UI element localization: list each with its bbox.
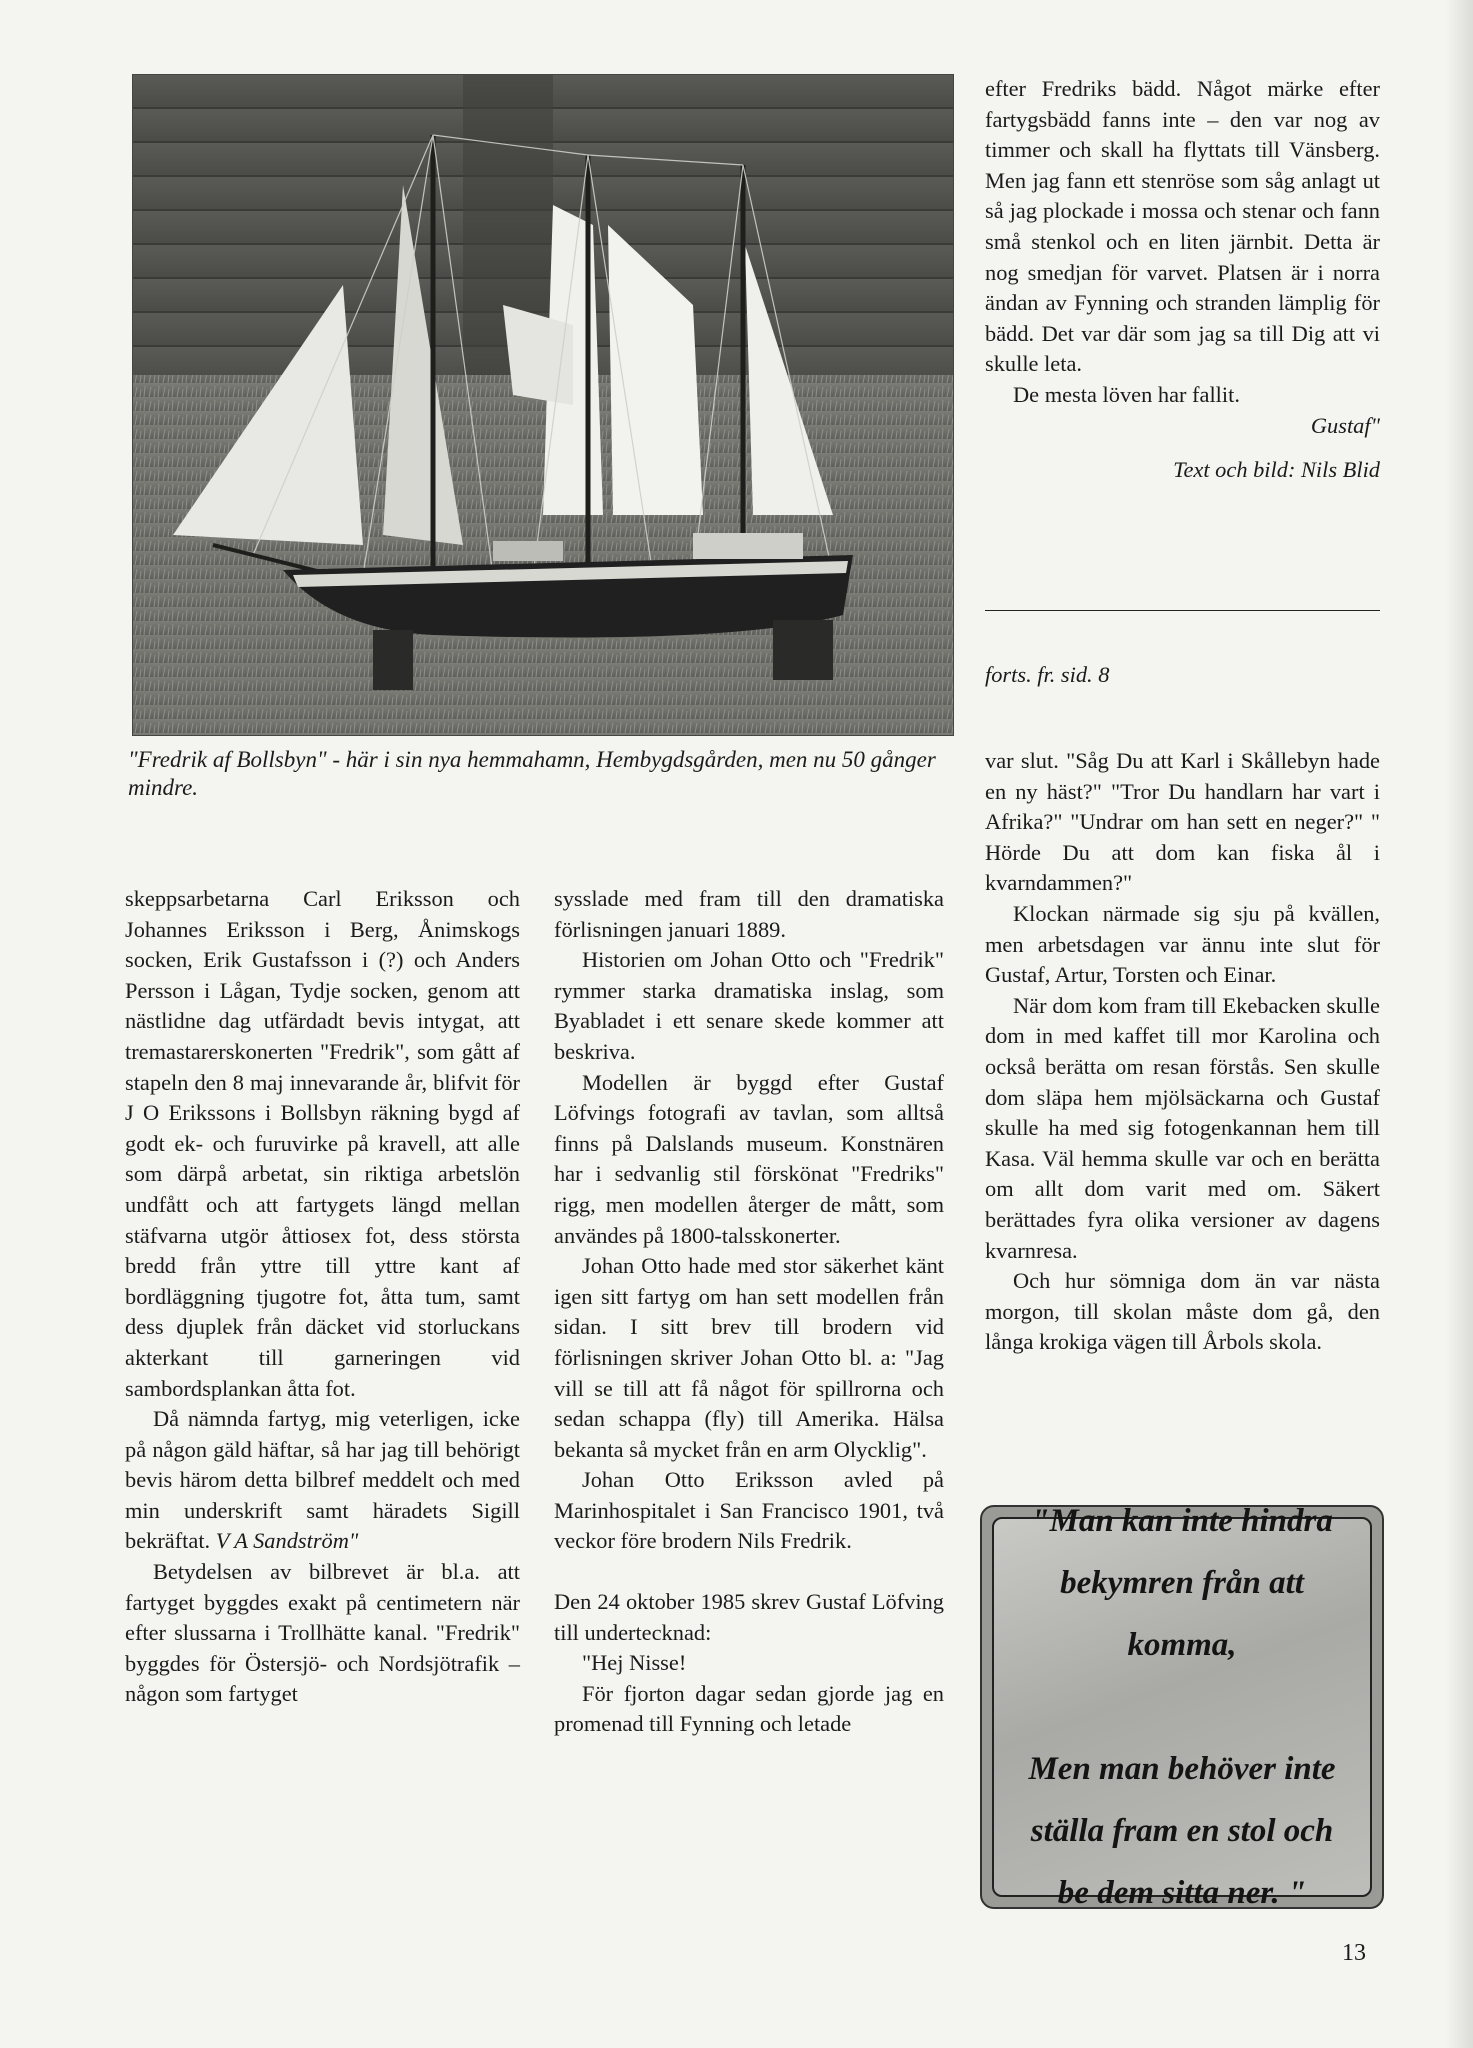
page-edge-shadow bbox=[1445, 0, 1473, 2048]
ship-model-illustration bbox=[133, 75, 953, 735]
article-column-3 bbox=[985, 746, 1380, 1358]
signature: Gustaf" bbox=[1310, 412, 1380, 438]
quote-box bbox=[980, 1505, 1384, 1909]
article-column-2 bbox=[554, 884, 944, 1740]
paragraph: "Hej Nisse! bbox=[582, 1650, 687, 1676]
continued-from-label: forts. fr. sid. 8 bbox=[985, 662, 1110, 687]
paragraph: sysslade med fram till den dramatiska förlisningen januari 1889. bbox=[554, 886, 944, 942]
paragraph-text: Då nämnda fartyg, mig veterligen, icke på någon gäld häftar, så har jag till behörigt bevis härom detta bilbref meddelt och med min underskrift samt häradets Sigill bekräftat. bbox=[125, 1406, 520, 1554]
quote-text: "Man kan inte hindra bekymren från att komma, Men man behöver inte ställa fram en stol och be dem sitta ner. " bbox=[1028, 1503, 1336, 1911]
divider bbox=[985, 610, 1380, 611]
paragraph: Och hur sömniga dom än var nästa morgon, till skolan måste dom gå, den långa krokiga vägen till Årbols skola. bbox=[985, 1268, 1380, 1355]
article-column-3-top bbox=[985, 74, 1380, 486]
photo-caption: "Fredrik af Bollsbyn" - här i sin nya hemmahamn, Hembygdsgården, men nu 50 gånger mindre. bbox=[128, 747, 936, 800]
page-number: 13 bbox=[1342, 1940, 1366, 1966]
paragraph: Modellen är byggd efter Gustaf Löfvings fotografi av tavlan, som alltså finns på Dalslands museum. Konstnären har i sedvanlig stil förskönat "Fredriks" rigg, men modellen återger de mått, som användes på 1800-talsskonerter. bbox=[554, 1069, 944, 1248]
paragraph: De mesta löven har fallit. bbox=[1013, 381, 1240, 407]
paragraph: var slut. "Såg Du att Karl i Skållebyn hade en ny häst?" "Tror Du handlarn har vart i Afrika?" "Undrar om han sett en neger?" " Hörde Du att dom kan fiska ål i kvarndammen?" bbox=[985, 748, 1380, 896]
paragraph: Den 24 oktober 1985 skrev Gustaf Löfving till undertecknad: bbox=[554, 1589, 944, 1645]
paragraph: Historien om Johan Otto och "Fredrik" rymmer starka dramatiska inslag, som Byabladet i ett senare skede kommer att beskriva. bbox=[554, 947, 944, 1064]
paragraph bbox=[125, 1404, 520, 1557]
credit-line: Text och bild: Nils Blid bbox=[1173, 457, 1380, 483]
paragraph: Betydelsen av bilbrevet är bl.a. att fartyget byggdes exakt på centimetern när efter slussarna i Trollhätte kanal. "Fredrik" byggdes för Östersjö- och Nordsjötrafik – någon som fartyget bbox=[125, 1559, 520, 1707]
paragraph: Klockan närmade sig sju på kvällen, men arbetsdagen var ännu inte slut för Gustaf, Artur, Torsten och Einar. bbox=[985, 900, 1380, 988]
paragraph: Johan Otto Eriksson avled på Marinhospitalet i San Francisco 1901, två veckor före brodern Nils Fredrik. bbox=[554, 1467, 944, 1554]
paragraph: För fjorton dagar sedan gjorde jag en promenad till Fynning och letade bbox=[554, 1680, 944, 1737]
paragraph: efter Fredriks bädd. Något märke efter fartygsbädd fanns inte – den var nog av timmer och skall ha flyttats till Vänsberg. Men jag fann ett stenröse som såg anlagt ut så jag plockade i mossa och stenar och fann små stenkol och en liten järnbit. Detta är nog smedjan för varvet. Platsen är i norra ändan av Fynning och stranden lämplig för bädd. Det var där som jag sa till Dig att vi skulle leta. bbox=[985, 76, 1380, 377]
paragraph: Johan Otto hade med stor säkerhet känt igen sitt fartyg om han sett modellen från sidan. I sitt brev till brodern vid förlisningen skriver Johan Otto bl. a: "Jag vill se till att få något för spillrorna och sedan schappa (fly) till Amerika. Hälsa bekanta så mycket från en arm Olycklig". bbox=[554, 1253, 944, 1462]
quote-frame bbox=[992, 1503, 1372, 1911]
ship-model-photo bbox=[132, 74, 954, 736]
article-column-1 bbox=[125, 884, 520, 1710]
signature: V A Sandström" bbox=[215, 1528, 359, 1554]
paragraph: skeppsarbetarna Carl Eriksson och Johannes Eriksson i Berg, Ånimskogs socken, Erik Gustafsson i (?) och Anders Persson i Lågan, Tydje socken, genom att nästlidne dag utfärdadt bevis intygat, att tremastarerskonerten "Fredrik", som gått af stapeln den 8 maj innevarande år, blifvit för J O Erikssons i Bollsbyn räkning bygd af godt ek- och furuvirke på kravell, att alle som därpå arbetat, sin riktiga arbetslön undfått och att fartygets längd mellan stäfvarna utgör åttiosex fot, dess största bredd från yttre till yttre kant af bordläggning tjugotre fot, åtta tum, samt dess djuplek från däcket vid storluckans akterkant till garneringen vid sambordsplankan åtta fot. bbox=[125, 886, 520, 1401]
paragraph: När dom kom fram till Ekebacken skulle dom in med kaffet till mor Karolina och också berätta om resan förstås. Sen skulle dom släpa hem mjölsäckarna och Gustaf skulle ha med sig fotogenkannan hem till Kasa. Väl hemma skulle var och en berätta om allt dom varit med om. Säkert berättades fyra olika versioner av dagens kvarnresa. bbox=[985, 992, 1380, 1263]
